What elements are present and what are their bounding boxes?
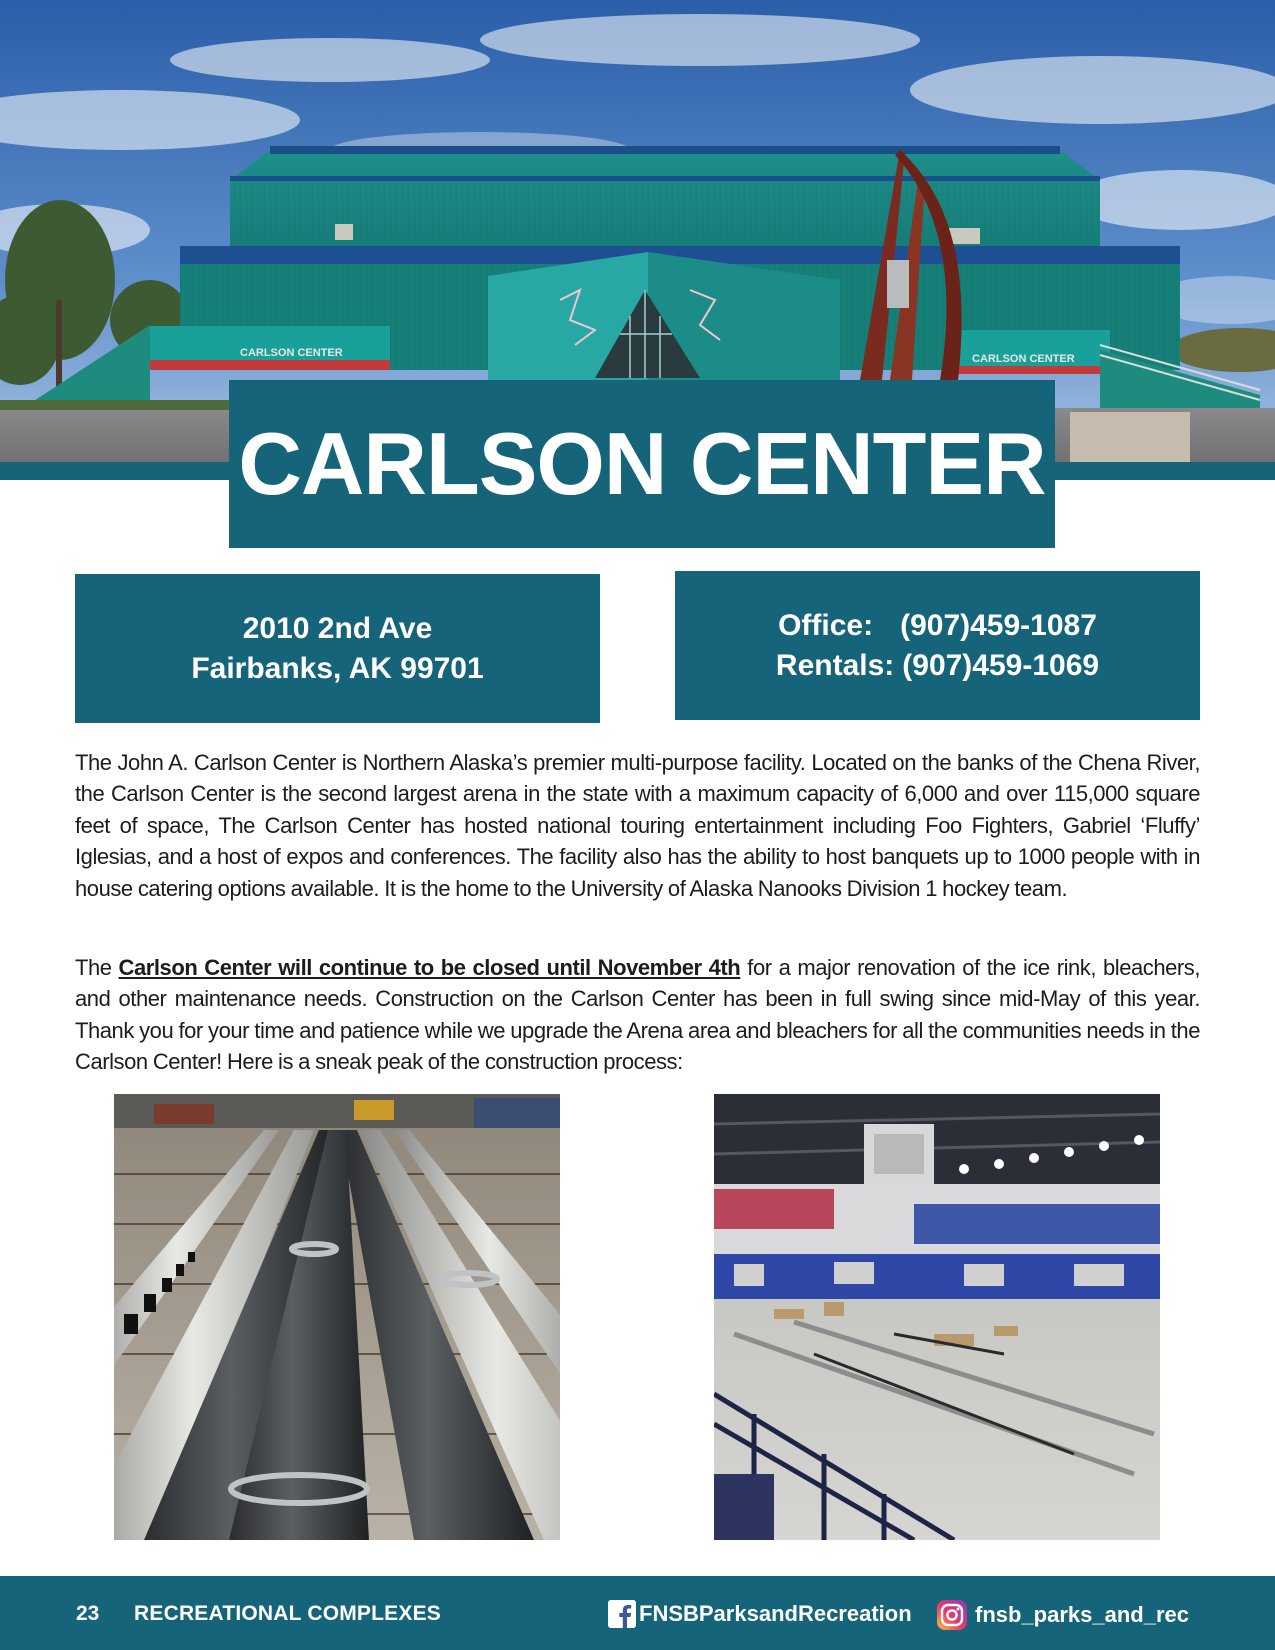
address-line-2: Fairbanks, AK 99701 <box>191 651 484 685</box>
address-box <box>75 574 600 723</box>
office-phone-row <box>778 606 1097 646</box>
office-phone: (907)459-1087 <box>900 608 1097 642</box>
closure-notice: Carlson Center will continue to be closed until November 4th <box>118 955 741 980</box>
building-sign-left: CARLSON CENTER <box>240 347 343 359</box>
building-sign-right: CARLSON CENTER <box>972 353 1075 365</box>
office-label: Office: <box>778 608 874 642</box>
facebook-icon <box>608 1600 636 1628</box>
section-title: RECREATIONAL COMPLEXES <box>134 1602 441 1625</box>
photo-arena-construction <box>714 1094 1160 1540</box>
rentals-phone-row <box>776 646 1099 686</box>
closure-prefix: The <box>75 955 119 980</box>
rentals-label: Rentals: <box>775 648 895 682</box>
address-line-1: 2010 2nd Ave <box>242 611 433 645</box>
footer-bar <box>0 1576 1275 1650</box>
closure-details: for a major renovation of the ice rink, bleachers, and other maintenance needs. Construction on the Carlson Center has been in full swing since mid-May of this year. Thank you for your time and patience while we upgrade the Arena area and bleachers for all the communities needs in the Carlson Center! Here is a sneak peak of the construction process: <box>75 955 1200 1075</box>
instagram-icon <box>937 1600 967 1630</box>
closure-paragraph <box>75 952 1200 1078</box>
contact-box <box>675 571 1200 720</box>
instagram-link[interactable] <box>937 1600 1189 1630</box>
page-title: CARLSON CENTER <box>238 414 1046 513</box>
intro-paragraph: The John A. Carlson Center is Northern Alaska’s premier multi-purpose facility. Located on the banks of the Chena River, the Carlson Center is the second largest arena in the state with a maximum capacity of 6,000 and over 115,000 square feet of space, The Carlson Center has hosted national touring entertainment including Foo Fighters, Gabriel ‘Fluffy’ Iglesias, and a host of expos and conferences. The facility also has the ability to host banquets up to 1000 people with in house catering options available. It is the home to the University of Alaska Nanooks Division 1 hockey team. <box>75 750 1200 901</box>
title-banner <box>229 380 1055 548</box>
photo-ice-rink-piping <box>114 1094 560 1540</box>
facebook-link[interactable] <box>608 1600 912 1628</box>
rentals-phone: (907)459-1069 <box>902 648 1100 682</box>
instagram-handle: fnsb_parks_and_rec <box>975 1602 1189 1627</box>
page-number: 23 <box>76 1602 100 1625</box>
facebook-handle: FNSBParksandRecreation <box>639 1601 912 1626</box>
